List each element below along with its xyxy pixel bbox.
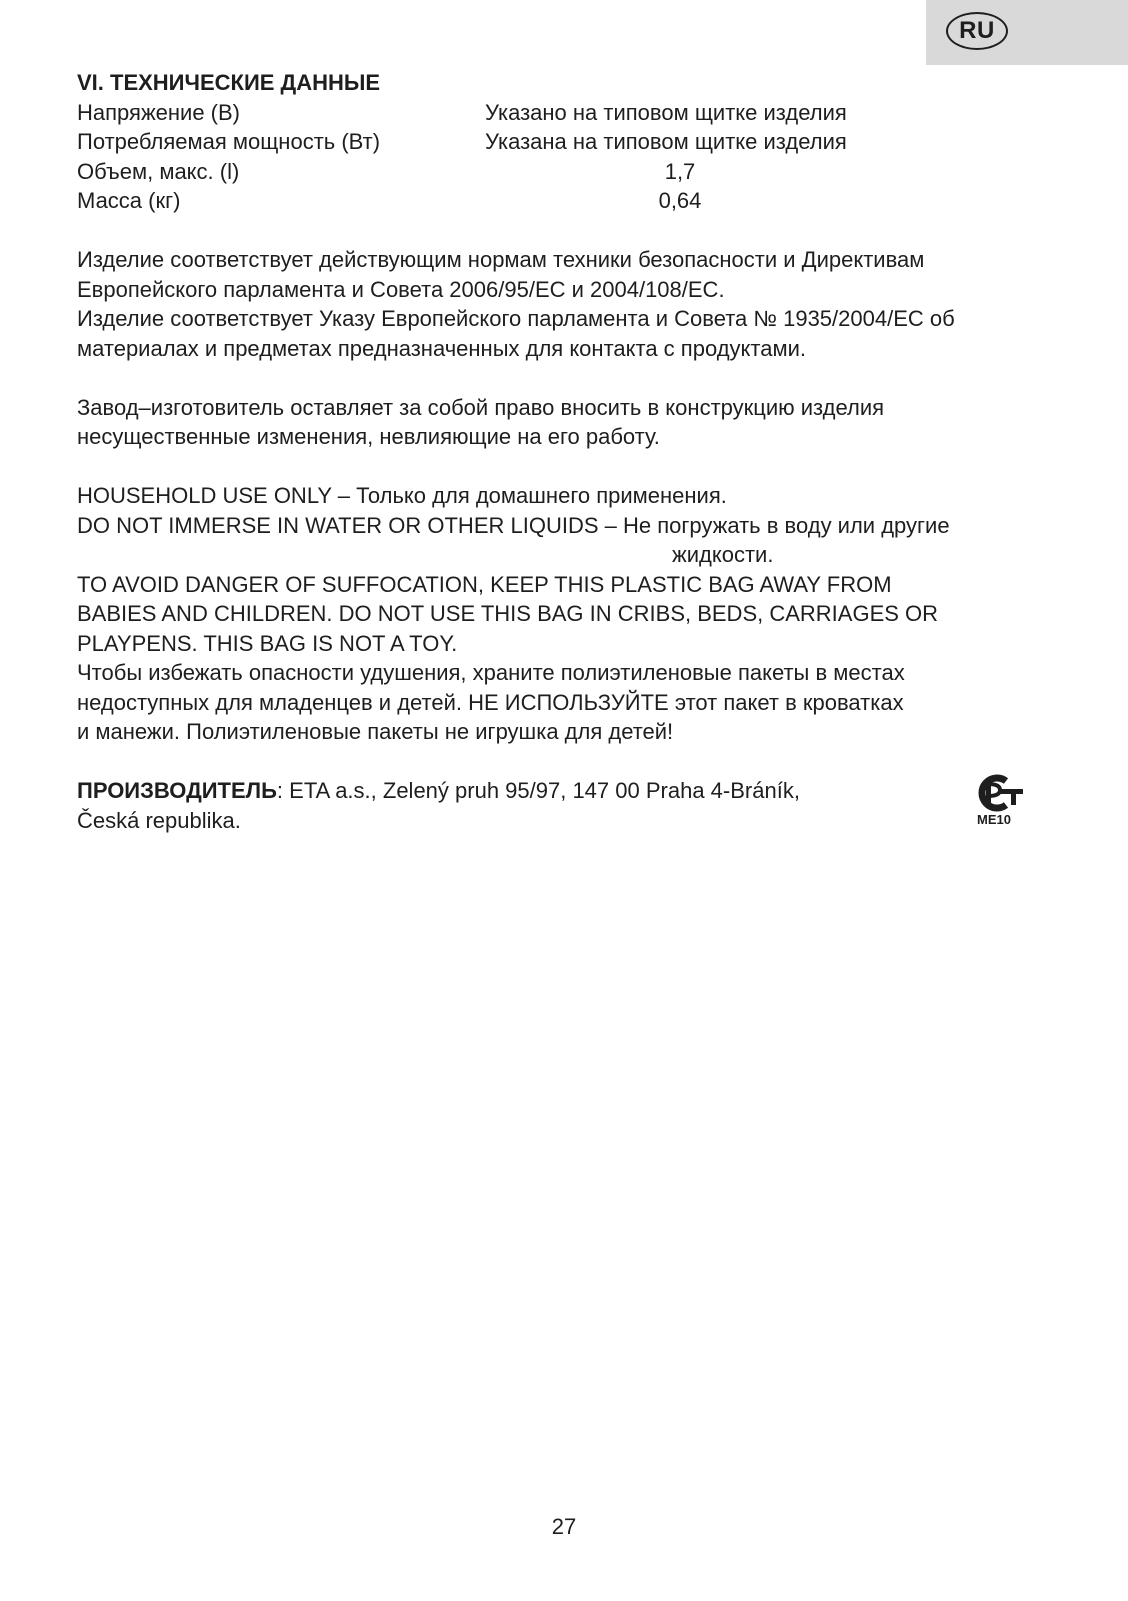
warning-bag-en: BABIES AND CHILDREN. DO NOT USE THIS BAG IN CRIBS, BEDS, CARRIAGES OR (77, 601, 939, 626)
producer-label: ПРОИЗВОДИТЕЛЬ (77, 778, 277, 803)
language-tab (926, 0, 1128, 65)
producer-line (77, 776, 1057, 806)
spec-row-volume (77, 157, 1057, 187)
warning-bag-ru: и манежи. Полиэтиленовые пакеты не игрушка для детей! (77, 719, 674, 744)
warning-bag-en: PLAYPENS. THIS BAG IS NOT A TOY. (77, 630, 458, 656)
warning-bag-en: TO AVOID DANGER OF SUFFOCATION, KEEP THIS PLASTIC BAG AWAY FROM (77, 571, 892, 597)
spec-row-power (77, 127, 1057, 157)
warning-immerse: DO NOT IMMERSE IN WATER OR OTHER LIQUIDS – Не погружать в воду или другие (77, 512, 950, 538)
producer-address: : ETA a.s., Zelený pruh 95/97, 147 00 Praha 4-Bráník, (276, 778, 800, 803)
spec-label: Масса (кг) (77, 188, 181, 213)
spec-value: 1,7 (664, 158, 696, 184)
text-line: Европейского парламента и Совета 2006/95/ЕС и 2004/108/ЕС. (77, 276, 725, 302)
producer-block (77, 776, 1057, 835)
spec-row-voltage (77, 98, 1057, 128)
warning-immerse-cont: жидкости. (672, 542, 774, 567)
warnings-paragraph (77, 481, 1057, 747)
text-line: Изделие соответствует Указу Европейского парламента и Совета № 1935/2004/ЕС об (77, 306, 955, 331)
warning-bag-ru: Чтобы избежать опасности удушения, храните полиэтиленовые пакеты в местах (77, 660, 905, 685)
spec-label: Объем, макс. (l) (77, 158, 240, 184)
page-content (77, 68, 1057, 835)
compliance-paragraph (77, 245, 1057, 363)
spec-value: Указано на типовом щитке изделия (485, 99, 847, 125)
spec-table (77, 98, 1057, 216)
rst-certification-mark-icon (970, 772, 1030, 830)
section-title: VI. ТЕХНИЧЕСКИЕ ДАННЫЕ (77, 70, 381, 95)
language-badge: RU (946, 12, 1008, 50)
warning-household: HOUSEHOLD USE ONLY – Только для домашнего применения. (77, 483, 727, 508)
text-line: Завод–изготовитель оставляет за собой право вносить в конструкцию изделия (77, 394, 885, 420)
cert-mark-code: ME10 (977, 812, 1011, 827)
text-line: Изделие соответствует действующим нормам техники безопасности и Директивам (77, 247, 925, 272)
text-line: несущественные изменения, невлияющие на его работу. (77, 424, 660, 449)
page-number: 27 (551, 1514, 577, 1539)
producer-country: Česká republika. (77, 807, 241, 833)
spec-value: 0,64 (658, 188, 702, 213)
spec-label: Напряжение (В) (77, 99, 241, 125)
spec-value: Указана на типовом щитке изделия (485, 129, 847, 154)
manufacturer-rights-paragraph (77, 393, 1057, 452)
text-line: материалах и предметах предназначенных для контакта с продуктами. (77, 335, 806, 361)
warning-bag-ru: недоступных для младенцев и детей. НЕ ИСПОЛЬЗУЙТЕ этот пакет в кроватках (77, 689, 904, 715)
spec-row-mass (77, 186, 1057, 216)
spec-label: Потребляемая мощность (Вт) (77, 129, 381, 154)
